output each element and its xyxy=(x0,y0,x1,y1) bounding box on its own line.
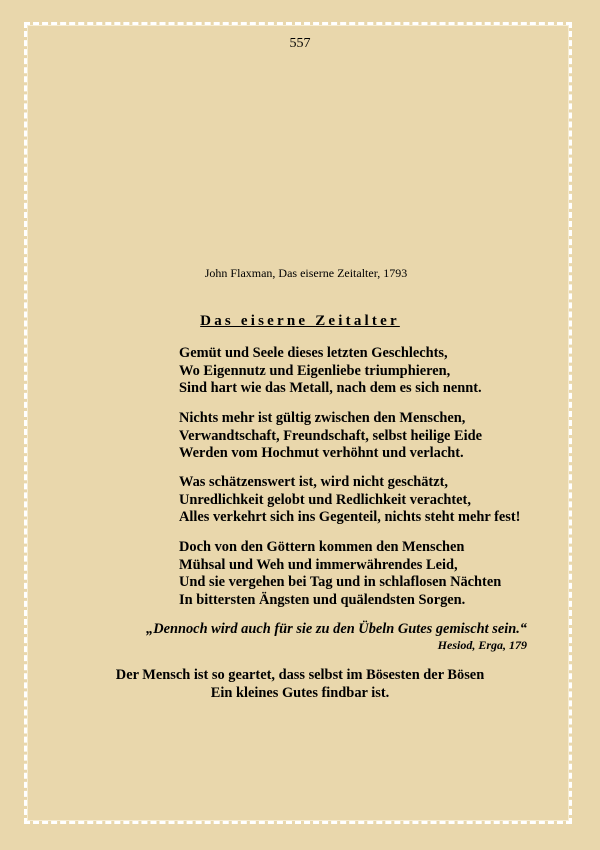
quote-source: Hesiod, Erga, 179 xyxy=(437,638,527,652)
poem-line: Unredlichkeit gelobt und Redlichkeit verachtet, xyxy=(179,491,471,508)
poem-line: Mühsal und Weh und immerwährendes Leid, xyxy=(179,556,458,573)
conclusion xyxy=(0,667,600,702)
poem-line: In bittersten Ängsten und quälendsten Sorgen. xyxy=(179,591,466,608)
poem-line: Nichts mehr ist gültig zwischen den Menschen, xyxy=(179,410,466,426)
poem-line: Sind hart wie das Metall, nach dem es sich nennt. xyxy=(179,380,482,396)
conclusion-line: Der Mensch ist so geartet, dass selbst im Bösesten der Bösen xyxy=(115,667,485,683)
conclusion-line: Ein kleines Gutes findbar ist. xyxy=(210,684,390,701)
poem-line: Verwandtschaft, Freundschaft, selbst heilige Eide xyxy=(179,427,483,444)
quote-text: „Dennoch wird auch für sie zu den Übeln Gutes gemischt sein.“ xyxy=(146,621,528,637)
stanza-1 xyxy=(179,345,482,398)
poem-line: Werden vom Hochmut verhöhnt und verlacht. xyxy=(179,445,464,461)
stanza-3 xyxy=(179,474,520,527)
stanza-2 xyxy=(179,410,482,463)
image-caption: John Flaxman, Das eiserne Zeitalter, 1793 xyxy=(204,266,408,280)
poem-line: Und sie vergehen bei Tag und in schlaflosen Nächten xyxy=(179,574,502,590)
stanza-4 xyxy=(179,539,501,609)
poem-title: Das eiserne Zeitalter xyxy=(200,313,400,329)
poem-line: Doch von den Göttern kommen den Menschen xyxy=(179,539,465,555)
poem-line: Was schätzenswert ist, wird nicht geschätzt, xyxy=(179,474,448,490)
poem-line: Wo Eigennutz und Eigenliebe triumphieren, xyxy=(179,362,451,379)
page-number: 557 xyxy=(289,36,311,51)
poem-line: Alles verkehrt sich ins Gegenteil, nichts steht mehr fest! xyxy=(179,509,521,525)
poem-line: Gemüt und Seele dieses letzten Geschlechts, xyxy=(179,345,448,361)
